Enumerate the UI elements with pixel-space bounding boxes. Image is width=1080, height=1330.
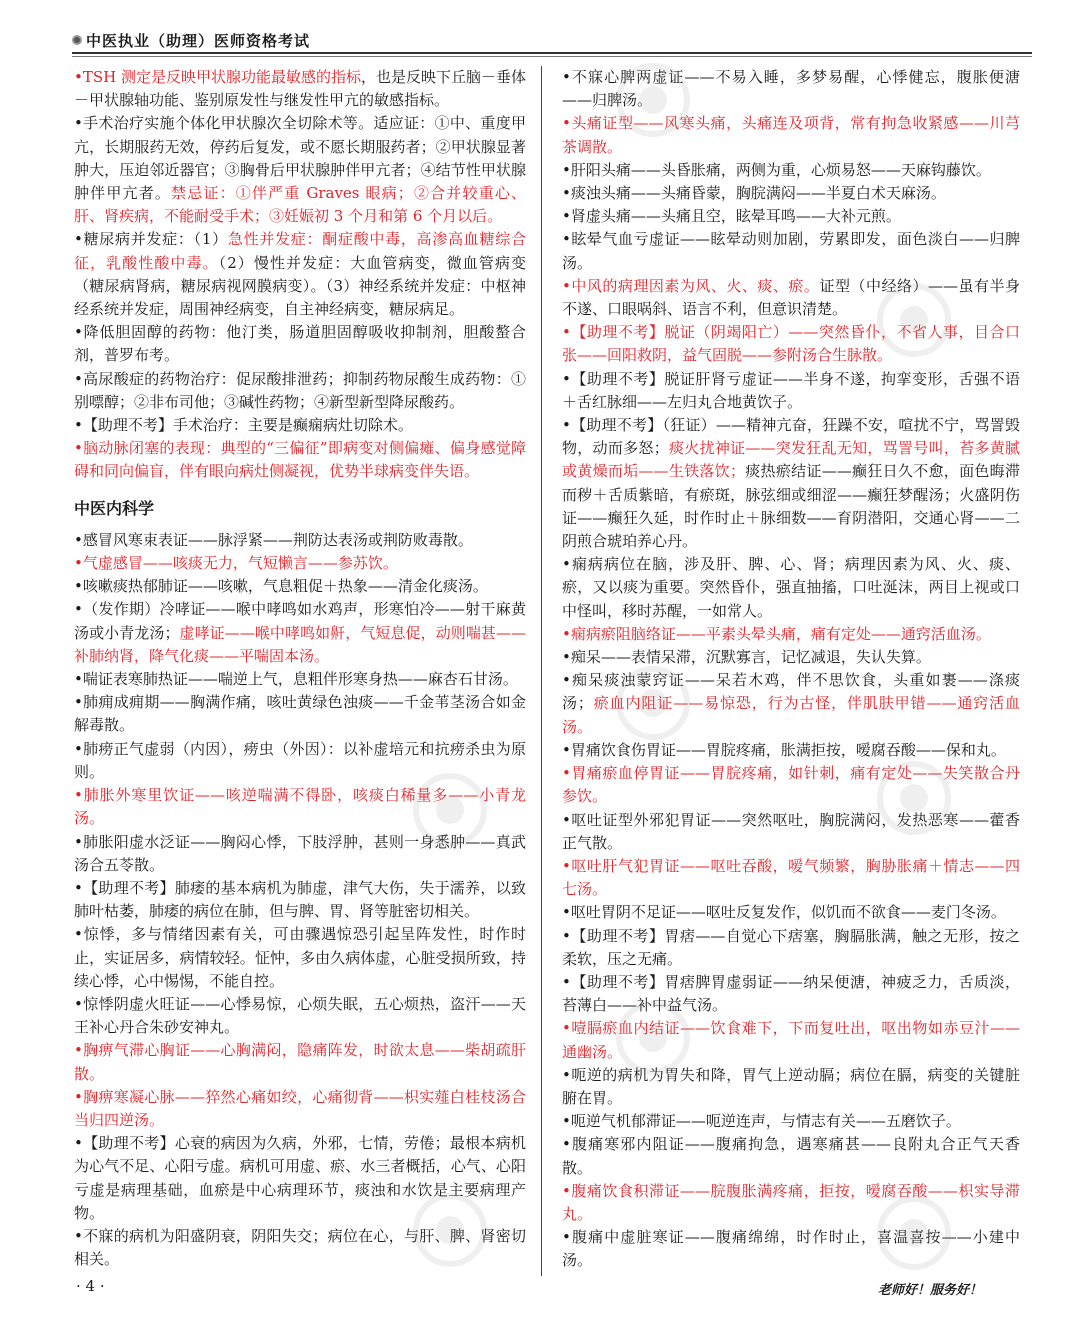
- note-paragraph: [74, 414, 526, 437]
- highlight-text: •TSH 测定是反映甲状腺功能最敏感的指标: [74, 68, 361, 86]
- note-paragraph: [562, 855, 1020, 901]
- note-paragraph: [74, 1086, 526, 1132]
- footer-slogan: 老师好！服务好！: [877, 1283, 982, 1298]
- highlight-text: •痫病瘀阻脑络证——平素头晕头痛，痛有定处——通窍活血汤。: [562, 624, 991, 643]
- note-paragraph: [74, 877, 526, 923]
- note-paragraph: [562, 901, 1020, 924]
- body-text: •痴呆——表情呆滞，沉默寡言，记忆减退，失认失算。: [562, 648, 931, 667]
- note-paragraph: [74, 529, 526, 552]
- note-paragraph: [74, 552, 526, 575]
- highlight-text: 虚哮证——喉中哮鸣如鼾，气短息促，动则喘甚——补肺纳肾，降气化痰——平喘固本汤。: [74, 623, 526, 665]
- header-rule-thin: [72, 56, 1032, 57]
- note-paragraph: [562, 321, 1020, 367]
- body-text: •咳嗽痰热郁肺证——咳嗽，气息粗促＋热象——清金化痰汤。: [74, 577, 488, 596]
- note-paragraph: [74, 784, 526, 830]
- highlight-text: •脑动脉闭塞的表现：典型的“三偏征”即病变对侧偏瘫、偏身感觉障碍和同向偏盲，伴有眼向病灶侧凝视，优势半球病变伴失语。: [74, 439, 526, 481]
- highlight-text: •【助理不考】脱证（阴竭阳亡）——突然昏仆，不省人事，目合口张——回阳救阴，益气固脱——参附汤合生脉散。: [562, 323, 1020, 365]
- note-paragraph: [562, 1064, 1020, 1110]
- body-text: •肝阳头痛——头昏胀痛，两侧为重，心烦易怒——天麻钩藤饮。: [562, 160, 991, 179]
- body-text: ，也是反映下丘脑－垂体－甲状腺轴功能、鉴别原发性与继发性甲亢的敏感指标。: [74, 68, 526, 110]
- right-column: [562, 66, 1020, 1273]
- note-paragraph: [562, 182, 1020, 205]
- header-bullet-icon: [72, 35, 82, 45]
- column-divider: [541, 66, 542, 1276]
- highlight-text: •噎膈瘀血内结证——饮食难下，下而复吐出，呕出物如赤豆汁——通幽汤。: [562, 1019, 1020, 1061]
- note-paragraph: [74, 993, 526, 1039]
- header-rule: [72, 52, 1032, 54]
- note-paragraph: [562, 1180, 1020, 1226]
- body-text: •感冒风寒束表证——脉浮紧——荆防达表汤或荆防败毒散。: [74, 530, 473, 549]
- section-title: 中医内科学: [74, 498, 155, 518]
- body-text: •痫病病位在脑，涉及肝、脾、心、肾；病理因素为风、火、痰、瘀，又以痰为重要。突然昏仆，强直抽搐，口吐涎沫，两目上视或口中怪叫，移时苏醒，一如常人。: [562, 555, 1020, 620]
- left-column: [74, 66, 526, 1271]
- note-paragraph: [562, 925, 1020, 971]
- body-text: •【助理不考】肺痿的基本病机为肺虚，津气大伤，失于濡养，以致肺叶枯萎，肺痿的病位在肺，但与脾、胃、肾等脏密切相关。: [74, 878, 526, 921]
- body-text: •肺胀阳虚水泛证——胸闷心悸，下肢浮肿，甚则一身悉肿——真武汤合五苓散。: [74, 832, 526, 874]
- body-text: 证型（中经络）——虽有半身不遂、口眼㖞斜、语言不利，但意识清楚。: [562, 276, 1020, 319]
- note-paragraph: [562, 66, 1020, 112]
- body-text: •降低胆固醇的药物：他汀类，肠道胆固醇吸收抑制剂，胆酸螯合剂，普罗布考。: [74, 323, 526, 365]
- note-paragraph: [74, 66, 526, 112]
- highlight-text: •胃痛瘀血停胃证——胃脘疼痛，如针刺，痛有定处——失笑散合丹参饮。: [562, 764, 1020, 806]
- note-paragraph: [74, 321, 526, 367]
- note-paragraph: [562, 1133, 1020, 1179]
- body-text: •胃痛饮食伤胃证——胃脘疼痛，胀满拒按，嗳腐吞酸——保和丸。: [562, 740, 1006, 759]
- note-paragraph: [562, 112, 1020, 158]
- note-paragraph: [562, 623, 1020, 646]
- note-paragraph: [74, 598, 526, 668]
- body-text: •不寐心脾两虚证——不易入睡，多梦易醒，心悸健忘，腹胀便溏——归脾汤。: [562, 68, 1020, 110]
- body-text: 痰热瘀结证——癫狂日久不愈，面色晦滞而秽＋舌质紫暗，有瘀斑，脉弦细或细涩——癫狂梦醒汤；火盛阴伤证——癫狂久延，时作时止＋脉细数——育阴潜阳，交通心肾——二阴煎合琥珀养心丹。: [562, 462, 1020, 551]
- highlight-text: •胸痹寒凝心脉——猝然心痛如绞，心痛彻背——枳实薤白桂枝汤合当归四逆汤。: [74, 1087, 526, 1129]
- note-paragraph: [74, 228, 526, 321]
- note-paragraph: [74, 923, 526, 993]
- header-title: 中医执业（助理）医师资格考试: [86, 31, 311, 50]
- body-text: •喘证表寒肺热证——喘逆上气，息粗伴形寒身热——麻杏石甘汤。: [74, 670, 518, 689]
- highlight-text: 瘀血内阻证——易惊恐，行为古怪，伴肌肤甲错——通窍活血汤。: [562, 694, 1020, 736]
- body-text: •呃逆气机郁滞证——呃逆连声，与情志有关——五磨饮子。: [562, 1112, 961, 1131]
- body-text: •【助理不考】手术治疗：主要是癫痫病灶切除术。: [74, 416, 413, 435]
- body-text: •肾虚头痛——头痛且空，眩晕耳鸣——大补元煎。: [562, 207, 901, 226]
- highlight-text: •呕吐肝气犯胃证——呕吐吞酸，嗳气频繁，胸胁胀痛＋情志——四七汤。: [562, 856, 1020, 899]
- note-paragraph: [74, 831, 526, 877]
- body-text: •腹痛中虚脏寒证——腹痛绵绵，时作时止，喜温喜按——小建中汤。: [562, 1228, 1020, 1270]
- note-paragraph: [74, 1039, 526, 1085]
- highlight-text: 急性并发症：酮症酸中毒，高渗高血糖综合征，乳酸性酸中毒。: [74, 230, 526, 272]
- body-text: •惊悸阴虚火旺证——心悸易惊，心烦失眠，五心烦热，盗汗——天王补心丹合朱砂安神丸。: [74, 994, 526, 1037]
- body-text: •【助理不考】心衰的病因为久病，外邪，七情，劳倦；最根本病机为心气不足、心阳亏虚。病机可用虚、瘀、水三者概括，心气、心阳亏虚是病理基础，血瘀是中心病理环节，痰浊和水饮是主要病理产物。: [74, 1134, 526, 1222]
- note-paragraph: [562, 669, 1020, 739]
- note-paragraph: [74, 1225, 526, 1271]
- note-paragraph: [74, 1132, 526, 1225]
- body-text: （2）慢性并发症：大血管病变，微血管病变（糖尿病肾病，糖尿病视网膜病变）。（3）神经系统并发症：中枢神经系统并发症，周围神经病变，自主神经病变，糖尿病足。: [74, 253, 526, 319]
- highlight-text: 痰火扰神证——突发狂乱无知，骂詈号叫，苔多黄腻或黄燥而垢——生铁落饮；: [562, 439, 1020, 481]
- note-paragraph: [562, 205, 1020, 228]
- body-text: •【助理不考】（狂证）——精神亢奋，狂躁不安，喧扰不宁，骂詈毁物，动而多怒；: [562, 416, 1020, 458]
- note-paragraph: [562, 228, 1020, 274]
- note-paragraph: [562, 971, 1020, 1017]
- highlight-text: •中风的病理因素为风、火、痰、瘀。: [562, 276, 820, 295]
- note-paragraph: [74, 738, 526, 784]
- note-paragraph: [562, 1110, 1020, 1133]
- body-text: •（发作期）冷哮证——喉中哮鸣如水鸡声，形寒怕冷——射干麻黄汤或小青龙汤；: [74, 600, 526, 642]
- note-paragraph: [74, 691, 526, 737]
- highlight-text: 禁忌证：①伴严重 Graves 眼病；②合并较重心、肝、肾疾病，不能耐受手术；③妊娠初 3 个月和第 6 个月以后。: [74, 184, 526, 226]
- note-paragraph: [562, 762, 1020, 808]
- body-text: •高尿酸症的药物治疗：促尿酸排泄药；抑制药物尿酸生成药物：①别嘌醇；②非布司他；③碱性药物；④新型新型降尿酸药。: [74, 369, 526, 411]
- page-header: [72, 28, 1032, 52]
- body-text: •【助理不考】胃痞脾胃虚弱证——纳呆便溏，神疲乏力，舌质淡，苔薄白——补中益气汤。: [562, 972, 1020, 1015]
- body-text: •【助理不考】脱证肝肾亏虚证——半身不遂，拘挛变形，舌强不语＋舌红脉细——左归丸合地黄饮子。: [562, 369, 1020, 411]
- body-text: •手术治疗实施个体化甲状腺次全切除术等。适应证：①中、重度甲亢，长期服药无效，停药后复发，或不愿长期服药者；②甲状腺显著肿大，压迫邻近器官；③胸骨后甲状腺肿伴甲亢者；④结节性甲状腺肿伴甲亢者。: [74, 114, 526, 203]
- note-paragraph: [562, 414, 1020, 553]
- note-paragraph: [562, 1017, 1020, 1063]
- note-paragraph: [562, 739, 1020, 762]
- body-text: •【助理不考】胃痞——自觉心下痞塞，胸膈胀满，触之无形，按之柔软，压之无痛。: [562, 926, 1020, 968]
- highlight-text: •腹痛饮食积滞证——脘腹胀满疼痛，拒按，嗳腐吞酸——枳实导滞丸。: [562, 1181, 1020, 1223]
- body-text: •糖尿病并发症：（1）: [74, 230, 228, 249]
- highlight-text: •肺胀外寒里饮证——咳逆喘满不得卧，咳痰白稀量多——小青龙汤。: [74, 786, 526, 828]
- body-text: •痴呆痰浊蒙窍证——呆若木鸡，伴不思饮食，头重如裹——涤痰汤；: [562, 671, 1020, 713]
- note-paragraph: [74, 575, 526, 598]
- note-paragraph: [562, 646, 1020, 669]
- page-number: · 4 ·: [76, 1277, 105, 1295]
- body-text: •呕吐证型外邪犯胃证——突然呕吐，胸脘满闷，发热恶寒——藿香正气散。: [562, 810, 1020, 852]
- note-paragraph: [562, 159, 1020, 182]
- body-text: •不寐的病机为阳盛阴衰，阴阳失交；病位在心，与肝、脾、肾密切相关。: [74, 1226, 526, 1269]
- highlight-text: •气虚感冒——咳痰无力，气短懒言——参苏饮。: [74, 554, 398, 573]
- note-paragraph: [74, 112, 526, 228]
- note-paragraph: [74, 668, 526, 691]
- note-paragraph: [74, 437, 526, 483]
- body-text: •肺痈成痈期——胸满作痛，咳吐黄绿色浊痰——千金苇茎汤合如金解毒散。: [74, 693, 526, 735]
- highlight-text: •胸痹气滞心胸证——心胸满闷，隐痛阵发，时欲太息——柴胡疏肝散。: [74, 1041, 526, 1083]
- body-text: •呕吐胃阴不足证——呕吐反复发作，似饥而不欲食——麦门冬汤。: [562, 903, 1006, 922]
- note-paragraph: [562, 368, 1020, 414]
- body-text: •惊悸，多与情绪因素有关，可由骤遇惊恐引起呈阵发性，时作时止，实证居多，病情较轻。怔忡，多由久病体虚，心脏受损所致，持续心悸，心中惕惕，不能自控。: [74, 925, 526, 990]
- note-paragraph: [74, 368, 526, 414]
- body-text: •痰浊头痛——头痛昏蒙，胸脘满闷——半夏白术天麻汤。: [562, 184, 946, 203]
- note-paragraph: [562, 553, 1020, 623]
- body-text: •呃逆的病机为胃失和降，胃气上逆动膈；病位在膈，病变的关键脏腑在胃。: [562, 1065, 1020, 1107]
- note-paragraph: [562, 275, 1020, 321]
- body-text: •肺痨正气虚弱（内因），痨虫（外因）：以补虚培元和抗痨杀虫为原则。: [74, 739, 526, 781]
- note-paragraph: [562, 809, 1020, 855]
- body-text: •腹痛寒邪内阻证——腹痛拘急，遇寒痛甚——良附丸合正气天香散。: [562, 1135, 1020, 1177]
- highlight-text: •头痛证型——风寒头痛，头痛连及项背，常有拘急收紧感——川芎茶调散。: [562, 114, 1020, 156]
- body-text: •眩晕气血亏虚证——眩晕动则加剧，劳累即发，面色淡白——归脾汤。: [562, 230, 1020, 272]
- note-paragraph: [562, 1226, 1020, 1272]
